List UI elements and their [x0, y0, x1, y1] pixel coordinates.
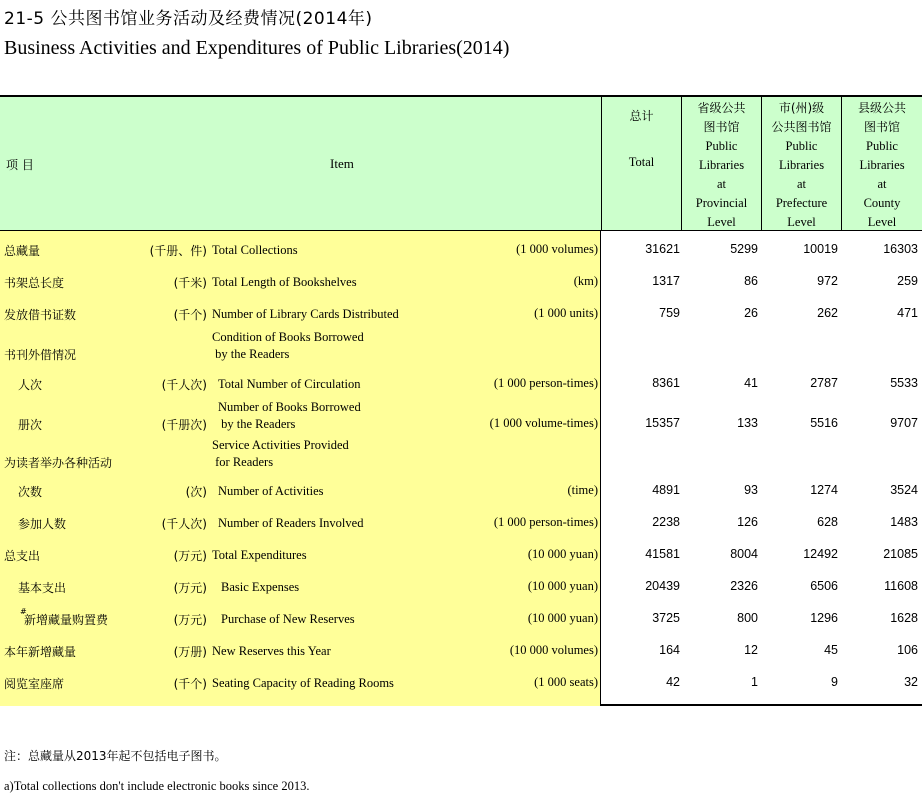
row-unit-cn: (千人次): [161, 378, 207, 392]
row-unit-en: (1 000 volumes): [516, 242, 598, 256]
row-value: 1: [751, 675, 758, 689]
row-unit-en: (time): [567, 483, 598, 497]
row-label-cn: 发放借书证数: [4, 308, 77, 322]
row-value: 16303: [883, 242, 918, 256]
row-unit-cn: (万册): [173, 645, 207, 659]
header-county-cn-2: 图书馆: [863, 120, 900, 134]
row-unit-cn: (千米): [173, 276, 207, 290]
row-label-cn: 基本支出: [18, 581, 67, 595]
row-value: 26: [744, 306, 758, 320]
row-value: 2238: [652, 515, 680, 529]
row-value: 1628: [890, 611, 918, 625]
header-provincial-en-3: at: [716, 177, 727, 191]
row-value: 126: [737, 515, 758, 529]
row-label-prefix: #: [20, 607, 27, 616]
header-provincial-en-4: Provincial: [695, 196, 748, 210]
header-county-cn-1: 县级公共: [857, 101, 906, 115]
header-county-en-1: Public: [866, 139, 898, 153]
row-value: 32: [904, 675, 918, 689]
header-provincial-cn-2: 图书馆: [703, 120, 740, 134]
row-value: 8361: [652, 376, 680, 390]
row-value: 133: [737, 416, 758, 430]
row-value: 5533: [890, 376, 918, 390]
header-prefecture-en-2: Libraries: [778, 158, 825, 172]
row-label-en: Total Collections: [212, 243, 298, 257]
header-prefecture-en-4: Prefecture: [775, 196, 828, 210]
header-prefecture: [761, 97, 841, 230]
row-label-en: New Reserves this Year: [212, 644, 331, 658]
row-value: 41581: [645, 547, 680, 561]
row-unit-en: (1 000 person-times): [493, 376, 598, 390]
header-total-en: Total: [628, 155, 655, 169]
note-cn: 注：总藏量从2013年起不包括电子图书。: [4, 749, 227, 763]
row-label-en: Service Activities Provided for Readers: [212, 438, 349, 469]
row-value: 1317: [652, 274, 680, 288]
row-value: 262: [817, 306, 838, 320]
row-unit-cn: (万元): [173, 549, 207, 563]
row-unit-en: (1 000 units): [534, 306, 598, 320]
header-county-en-5: Level: [867, 215, 897, 229]
header-item-en: Item: [330, 156, 354, 171]
row-value: 800: [737, 611, 758, 625]
row-label-en: Seating Capacity of Reading Rooms: [212, 676, 394, 690]
row-value: 2326: [730, 579, 758, 593]
row-value: 12: [744, 643, 758, 657]
row-label-cn: 为读者举办各种活动: [4, 456, 113, 470]
row-value: 31621: [645, 242, 680, 256]
row-value: 164: [659, 643, 680, 657]
row-label-en: Total Length of Bookshelves: [212, 275, 357, 289]
row-unit-cn: (千册、件): [149, 244, 207, 258]
row-unit-en: (10 000 yuan): [527, 547, 598, 561]
row-unit-cn: (万元): [173, 581, 207, 595]
row-value: 759: [659, 306, 680, 320]
row-label-cn: 次数: [18, 485, 43, 499]
row-unit-en: (10 000 yuan): [527, 611, 598, 625]
row-value: 972: [817, 274, 838, 288]
row-value: 12492: [803, 547, 838, 561]
row-unit-cn: (次): [185, 485, 207, 499]
row-label-en: Purchase of New Reserves: [221, 612, 355, 626]
row-value: 259: [897, 274, 918, 288]
row-value: 6506: [810, 579, 838, 593]
row-value: 93: [744, 483, 758, 497]
row-label-cn: 册次: [18, 418, 43, 432]
row-label-en: Total Number of Circulation: [218, 377, 361, 391]
row-unit-en: (10 000 yuan): [527, 579, 598, 593]
row-unit-cn: (千人次): [161, 517, 207, 531]
row-value: 3524: [890, 483, 918, 497]
header-provincial-cn-1: 省级公共: [697, 101, 746, 115]
row-unit-cn: (千个): [173, 308, 207, 322]
row-unit-en: (km): [573, 274, 598, 288]
row-value: 4891: [652, 483, 680, 497]
row-label-cn: 书架总长度: [4, 276, 65, 290]
page-title-cn: 21-5 公共图书馆业务活动及经费情况(2014年): [4, 9, 373, 29]
row-value: 5299: [730, 242, 758, 256]
row-label-cn: 新增藏量购置费: [24, 613, 109, 627]
row-label-en: Basic Expenses: [221, 580, 300, 594]
row-value: 42: [666, 675, 680, 689]
row-unit-en: (1 000 person-times): [493, 515, 598, 529]
header-item-cn: 项 目: [6, 158, 34, 172]
header-prefecture-en-1: Public: [785, 139, 818, 153]
header-prefecture-cn-1: 市(州)级: [778, 101, 825, 115]
row-value: 45: [824, 643, 838, 657]
row-value: 9: [831, 675, 838, 689]
row-label-cn: 书刊外借情况: [4, 348, 77, 362]
statistics-table: [0, 95, 922, 706]
row-label-en: Number of Library Cards Distributed: [212, 307, 399, 321]
row-value: 106: [897, 643, 918, 657]
row-unit-en: (1 000 seats): [534, 675, 598, 689]
row-value: 5516: [810, 416, 838, 430]
header-prefecture-cn-2: 公共图书馆: [771, 120, 832, 134]
row-value: 10019: [803, 242, 838, 256]
row-value: 41: [744, 376, 758, 390]
header-county-en-4: County: [863, 196, 901, 210]
row-value: 1296: [810, 611, 838, 625]
row-value: 1274: [810, 483, 838, 497]
row-label-cn: 总支出: [4, 549, 41, 563]
row-unit-cn: (千个): [173, 677, 207, 691]
row-value: 15357: [645, 416, 680, 430]
header-county-en-3: at: [877, 177, 887, 191]
row-value: 21085: [883, 547, 918, 561]
row-label-cn: 本年新增藏量: [4, 645, 77, 659]
header-item: [0, 97, 601, 230]
row-label-en: Condition of Books Borrowed by the Readers: [212, 330, 364, 361]
row-label-en: Number of Books Borrowed by the Readers: [218, 400, 361, 431]
header-provincial: [681, 97, 761, 230]
row-value: 2787: [810, 376, 838, 390]
header-provincial-en-1: Public: [705, 139, 738, 153]
header-prefecture-en-3: at: [796, 177, 807, 191]
header-provincial-en-5: Level: [707, 215, 736, 229]
row-value: 3725: [652, 611, 680, 625]
note-en: a)Total collections don't include electronic books since 2013.: [4, 779, 310, 793]
header-prefecture-en-5: Level: [787, 215, 816, 229]
row-value: 471: [897, 306, 918, 320]
row-label-cn: 总藏量: [4, 244, 41, 258]
header-county: [841, 97, 922, 230]
row-value: 9707: [890, 416, 918, 430]
row-value: 20439: [645, 579, 680, 593]
row-value: 1483: [890, 515, 918, 529]
row-value: 86: [744, 274, 758, 288]
row-value: 11608: [884, 579, 918, 593]
row-label-en: Number of Activities: [218, 484, 324, 498]
row-value: 628: [817, 515, 838, 529]
row-unit-cn: (千册次): [161, 418, 207, 432]
header-provincial-en-2: Libraries: [698, 158, 745, 172]
row-unit-cn: (万元): [173, 613, 207, 627]
row-label-en: Number of Readers Involved: [218, 516, 364, 530]
header-county-en-2: Libraries: [859, 158, 905, 172]
row-label-en: Total Expenditures: [212, 548, 307, 562]
row-value: 8004: [730, 547, 758, 561]
row-unit-en: (1 000 volume-times): [489, 416, 598, 430]
row-label-cn: 阅览室座席: [4, 677, 65, 691]
page-title-en: Business Activities and Expenditures of Public Libraries(2014): [4, 37, 510, 59]
row-label-cn: 参加人数: [18, 517, 67, 531]
table-header: [0, 97, 922, 231]
row-label-cn: 人次: [18, 378, 43, 392]
header-total: [601, 97, 681, 230]
row-unit-en: (10 000 volumes): [509, 643, 598, 657]
header-total-cn: 总计: [629, 109, 654, 123]
